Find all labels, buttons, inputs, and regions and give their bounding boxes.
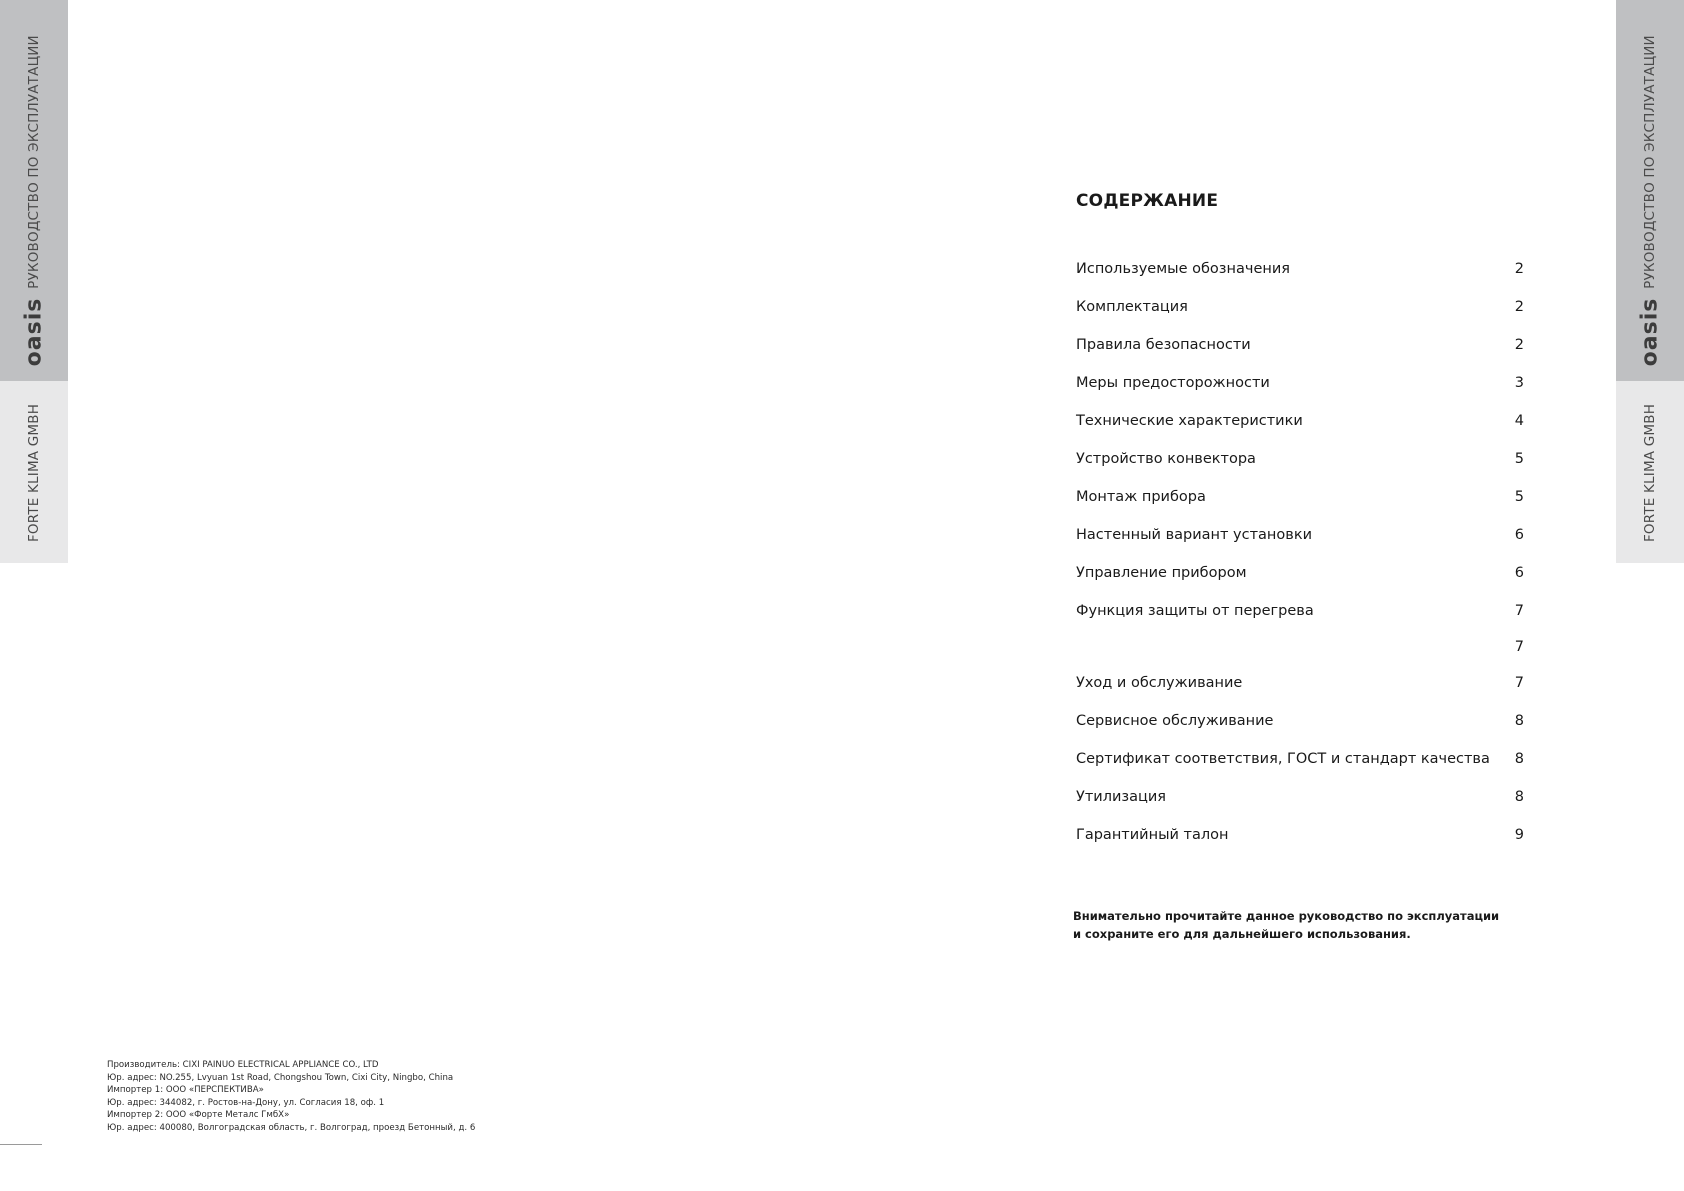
toc-item-label: Комплектация xyxy=(1076,299,1188,315)
side-tab-brand-logo: oasis xyxy=(21,297,47,367)
toc-item[interactable] xyxy=(1076,337,1524,361)
toc-item-page: 8 xyxy=(1514,713,1524,729)
notice-line: и сохраните его для дальнейшего использования. xyxy=(1073,927,1411,941)
toc-item-page: 6 xyxy=(1514,527,1524,543)
toc-item[interactable] xyxy=(1076,261,1524,285)
manufacturer-line: Производитель: CIXI PAINUO ELECTRICAL APPLIANCE CO., LTD xyxy=(107,1060,379,1070)
toc-item-page: 7 xyxy=(1514,675,1524,691)
manufacturer-info xyxy=(107,1059,475,1135)
toc-item-label: Устройство конвектора xyxy=(1076,451,1256,467)
toc-item[interactable] xyxy=(1076,789,1524,813)
toc-item-label: Сервисное обслуживание xyxy=(1076,713,1274,729)
toc-item-label: Правила безопасности xyxy=(1076,337,1251,353)
toc-item-label: Монтаж прибора xyxy=(1076,489,1206,505)
toc-item-label: Функция защиты от перегрева xyxy=(1076,603,1314,619)
toc-item[interactable] xyxy=(1076,675,1524,699)
toc-item-label: Меры предосторожности xyxy=(1076,375,1270,391)
toc-item[interactable] xyxy=(1076,603,1524,627)
toc-item-label: Уход и обслуживание xyxy=(1076,675,1243,691)
toc-item[interactable] xyxy=(1076,451,1524,475)
contents-title: СОДЕРЖАНИЕ xyxy=(1076,191,1219,211)
importer-2-line: Импортер 2: ООО «Форте Металс ГмбХ» xyxy=(107,1110,290,1121)
toc-item[interactable] xyxy=(1076,639,1524,663)
side-tab-company: FORTE KLIMA GMBH xyxy=(1642,403,1658,543)
importer-1-address: Юр. адрес: 344082, г. Ростов-на-Дону, ул. Согласия 18, оф. 1 xyxy=(107,1097,385,1108)
manufacturer-address: Юр. адрес: NO.255, Lvyuan 1st Road, Chongshou Town, Cixi City, Ningbo, China xyxy=(107,1072,454,1083)
notice-line: Внимательно прочитайте данное руководство по эксплуатации xyxy=(1073,909,1500,923)
toc-item-label: Технические характеристики xyxy=(1076,413,1303,429)
toc-item-page: 7 xyxy=(1514,639,1524,655)
crop-mark-divider xyxy=(0,1144,42,1145)
toc-item-page: 7 xyxy=(1514,603,1524,619)
importer-2-address: Юр. адрес: 400080, Волгоградская область, г. Волгоград, проезд Бетонный, д. 6 xyxy=(107,1122,476,1133)
toc-item-page: 6 xyxy=(1514,565,1524,581)
toc-item-label: Гарантийный талон xyxy=(1076,827,1229,843)
toc-item-label: Сертификат соответствия, ГОСТ и стандарт качества xyxy=(1076,751,1490,767)
side-tab-company: FORTE KLIMA GMBH xyxy=(26,403,42,543)
side-tab-brand-logo: oasis xyxy=(1637,297,1663,367)
toc-item-page: 2 xyxy=(1514,299,1524,315)
toc-item[interactable] xyxy=(1076,565,1524,589)
toc-item[interactable] xyxy=(1076,827,1524,851)
toc-item-page: 9 xyxy=(1514,827,1524,843)
toc-item-page: 5 xyxy=(1514,489,1524,505)
toc-item[interactable] xyxy=(1076,751,1524,775)
toc-item-page: 5 xyxy=(1514,451,1524,467)
toc-item[interactable] xyxy=(1076,299,1524,323)
toc-item[interactable] xyxy=(1076,375,1524,399)
side-tab-manual-title: РУКОВОДСТВО ПО ЭКСПЛУАТАЦИИ xyxy=(1642,35,1658,289)
reading-notice xyxy=(1073,907,1499,943)
toc-item[interactable] xyxy=(1076,527,1524,551)
importer-1-line: Импортер 1: ООО «ПЕРСПЕКТИВА» xyxy=(107,1085,264,1096)
toc-item-label: Управление прибором xyxy=(1076,565,1247,581)
toc-item-page: 8 xyxy=(1514,789,1524,805)
toc-item[interactable] xyxy=(1076,489,1524,513)
toc-item-label: Настенный вариант установки xyxy=(1076,527,1313,543)
toc-item-label: Используемые обозначения xyxy=(1076,261,1290,277)
toc-item-page: 4 xyxy=(1514,413,1524,429)
toc-item[interactable] xyxy=(1076,713,1524,737)
toc-item-label: Утилизация xyxy=(1076,789,1167,805)
side-tab-manual-title: РУКОВОДСТВО ПО ЭКСПЛУАТАЦИИ xyxy=(26,35,42,289)
toc-item-page: 8 xyxy=(1514,751,1524,767)
toc-item-page: 3 xyxy=(1514,375,1524,391)
toc-item[interactable] xyxy=(1076,413,1524,437)
toc-item-page: 2 xyxy=(1514,261,1524,277)
toc-item-page: 2 xyxy=(1514,337,1524,353)
